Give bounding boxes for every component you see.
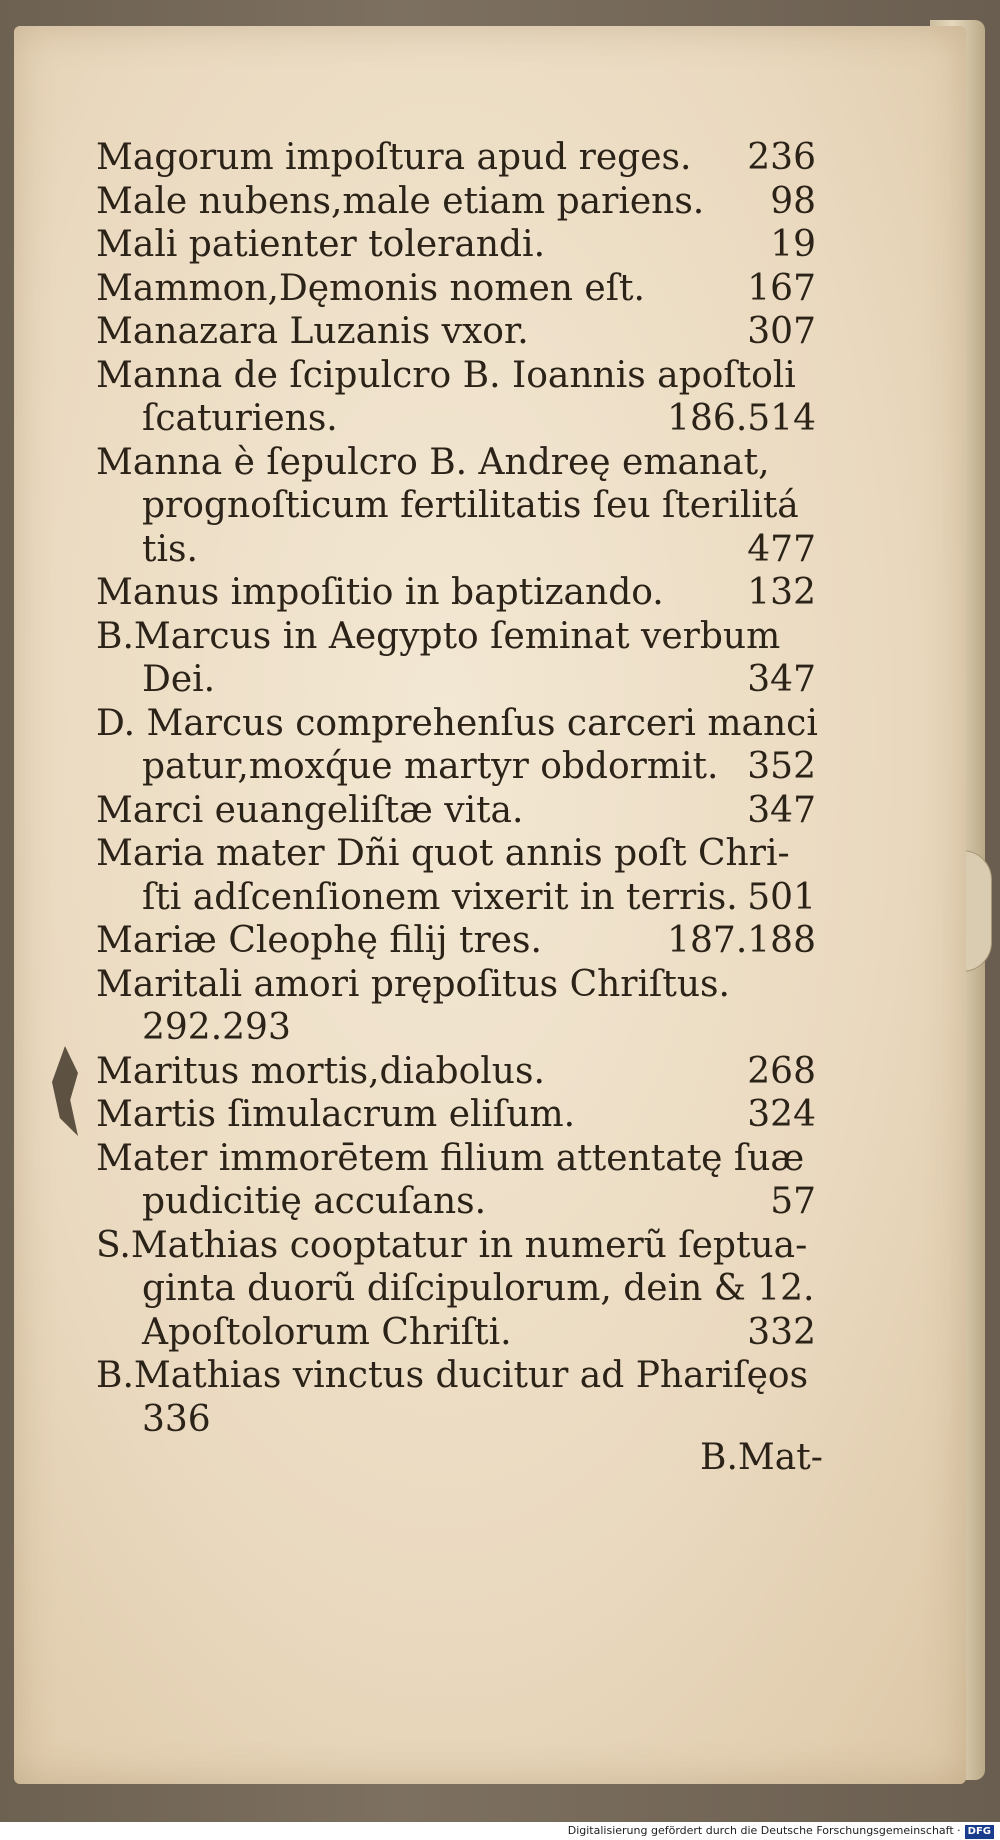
index-entry (96, 1224, 816, 1355)
index-entry (96, 180, 816, 224)
entry-text: 336 (142, 1398, 211, 1440)
entry-line (96, 180, 816, 224)
page-reference: 332 (747, 1311, 816, 1353)
index-entry (96, 310, 816, 354)
entry-text: Martis ſimulacrum eliſum. (96, 1094, 576, 1135)
index-entry (96, 267, 816, 311)
page-reference: 98 (770, 180, 816, 222)
index-entry (96, 354, 816, 441)
page-reference: 167 (747, 267, 816, 309)
entry-text: ſti adſcenſionem vixerit in terris. (142, 876, 738, 918)
page-reference: 186.514 (667, 398, 816, 439)
entry-text: ſcaturiens. (142, 398, 338, 439)
entry-line (96, 832, 816, 876)
entry-text: ginta duorũ diſcipulorum, dein & 12. (142, 1268, 815, 1309)
entry-text: pudicitię accuſans. (142, 1181, 487, 1222)
entry-text: Manna de ſcipulcro B. Ioannis apoſtoli (96, 354, 796, 396)
entry-text: patur,moxq́ue martyr obdormit. (142, 746, 719, 787)
dfg-logo: DFG (965, 1825, 994, 1839)
index-entries (96, 136, 816, 1441)
entry-text: Mater immorētem filium attentatę ſuæ (96, 1137, 805, 1179)
entry-line (96, 1224, 816, 1268)
page-reference: 19 (770, 224, 816, 265)
entry-line (96, 963, 816, 1007)
index-entry (96, 615, 816, 702)
index-entry (96, 223, 816, 267)
entry-line (96, 136, 816, 180)
index-entry (96, 571, 816, 615)
entry-text: Marci euangeliſtæ vita. (96, 789, 524, 831)
catchword: B.Mat- (700, 1437, 823, 1478)
entry-line (96, 876, 816, 920)
entry-text: Manus impoſitio in baptizando. (96, 572, 664, 613)
entry-text: D. Marcus comprehenſus carceri manci (96, 702, 818, 744)
entry-line (96, 615, 816, 659)
index-entry (96, 702, 816, 789)
entry-line (96, 789, 816, 833)
index-entry (96, 832, 816, 919)
entry-line (96, 1267, 816, 1311)
entry-line (96, 1311, 816, 1355)
digitization-footer (0, 1822, 1000, 1840)
page-reference: 236 (747, 137, 816, 178)
entry-line (96, 223, 816, 267)
entry-text: Manna è ſepulcro B. Andreę emanat, (96, 441, 770, 483)
index-entry (96, 789, 816, 833)
entry-line (96, 267, 816, 311)
page-reference: 347 (747, 789, 816, 831)
entry-text: Mammon,Dęmonis nomen eſt. (96, 267, 645, 309)
entry-text: Mali patienter tolerandi. (96, 224, 546, 265)
page-reference: 187.188 (667, 920, 816, 961)
page-reference: 57 (770, 1181, 816, 1222)
index-entry (96, 1050, 816, 1094)
entry-line (96, 354, 816, 398)
page-reference: 132 (747, 572, 816, 613)
entry-line (96, 441, 816, 485)
entry-line (96, 1398, 816, 1442)
entry-text: Maritali amori prępoſitus Chriſtus. (96, 963, 730, 1005)
page-reference: 501 (747, 876, 816, 918)
entry-text: B.Mathias vinctus ducitur ad Phariſęos (96, 1355, 809, 1396)
index-entry (96, 136, 816, 180)
entry-text: Male nubens,male etiam pariens. (96, 180, 705, 222)
index-entry (96, 963, 816, 1050)
footer-credit: Digitalisierung gefördert durch die Deutsche Forschungsgemeinschaft · (567, 1824, 961, 1837)
entry-text: Maria mater Dñi quot annis poſt Chri- (96, 833, 790, 874)
page-reference: 268 (747, 1050, 816, 1092)
entry-line (96, 658, 816, 702)
page-reference: 477 (747, 528, 816, 570)
entry-line (96, 1006, 816, 1050)
index-entry (96, 1354, 816, 1441)
entry-text: 292.293 (142, 1007, 291, 1048)
entry-line (96, 1050, 816, 1094)
entry-text: Magorum impoſtura apud reges. (96, 137, 692, 178)
entry-text: prognoſticum fertilitatis ſeu ſterilitá (142, 485, 799, 526)
entry-line (96, 310, 816, 354)
entry-line (96, 528, 816, 572)
entry-line (96, 745, 816, 789)
entry-text: B.Marcus in Aegypto ſeminat verbum (96, 615, 781, 657)
entry-line (96, 1137, 816, 1181)
index-entry (96, 1137, 816, 1224)
page-reference: 324 (747, 1094, 816, 1135)
entry-line (96, 397, 816, 441)
entry-line (96, 484, 816, 528)
index-entry (96, 1093, 816, 1137)
page-reference: 307 (747, 311, 816, 352)
entry-line (96, 919, 816, 963)
entry-line (96, 702, 816, 746)
index-entry (96, 441, 816, 572)
entry-line (96, 571, 816, 615)
page-reference: 347 (747, 659, 816, 700)
index-entry (96, 919, 816, 963)
bookmark-mark (52, 1046, 78, 1136)
entry-line (96, 1180, 816, 1224)
entry-text: Mariæ Cleophę filij tres. (96, 920, 542, 961)
entry-text: Dei. (142, 659, 216, 700)
entry-text: Maritus mortis,diabolus. (96, 1050, 545, 1092)
entry-line (96, 1093, 816, 1137)
entry-text: tis. (142, 528, 198, 570)
entry-text: Apoſtolorum Chriſti. (142, 1311, 512, 1353)
entry-text: S.Mathias cooptatur in numerũ ſeptua- (96, 1224, 808, 1266)
page-reference: 352 (747, 746, 816, 787)
entry-line (96, 1354, 816, 1398)
entry-text: Manazara Luzanis vxor. (96, 311, 529, 352)
